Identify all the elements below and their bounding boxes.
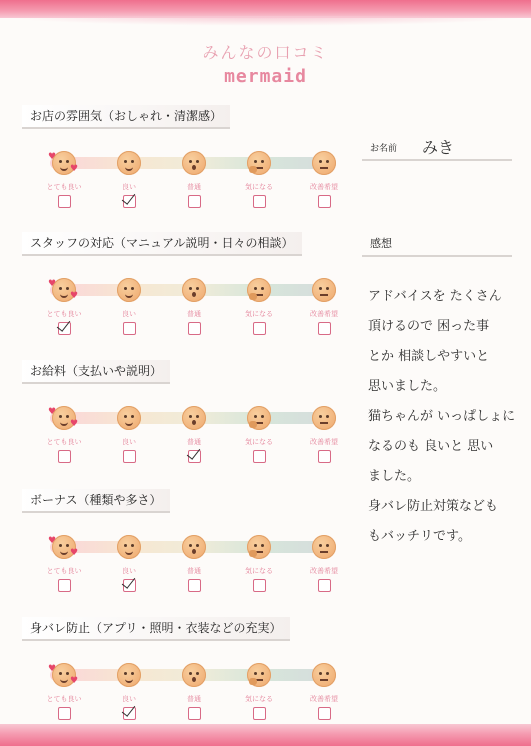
rating-checkbox[interactable] bbox=[318, 195, 331, 208]
scale-label: 改善希望 bbox=[310, 310, 338, 318]
rating-checkbox[interactable] bbox=[253, 707, 266, 720]
top-pink-band bbox=[0, 0, 531, 18]
rating-checkbox[interactable] bbox=[318, 579, 331, 592]
rating-checkbox[interactable] bbox=[123, 195, 136, 208]
impressions-line: もバッチリです。 bbox=[368, 529, 471, 544]
bottom-pink-band bbox=[0, 724, 531, 746]
rating-checkbox[interactable] bbox=[123, 579, 136, 592]
scale-label: 改善希望 bbox=[310, 695, 338, 703]
rating-checkbox[interactable] bbox=[58, 579, 71, 592]
impressions-underline bbox=[362, 255, 512, 257]
smile-face-icon bbox=[117, 151, 141, 175]
scale-label: 改善希望 bbox=[310, 183, 338, 191]
scale-label: 気になる bbox=[245, 695, 273, 703]
section-title: スタッフの対応（マニュアル説明・日々の相談） bbox=[22, 232, 302, 256]
worry-face-icon bbox=[312, 535, 336, 559]
scale-label: とても良い bbox=[46, 567, 82, 575]
impressions-line: 思いました。 bbox=[368, 379, 447, 394]
love-face-icon: ♥ ♥ bbox=[48, 279, 79, 301]
rating-checkbox[interactable] bbox=[188, 195, 201, 208]
brand-name: mermaid bbox=[224, 66, 307, 87]
scale-label: 良い bbox=[122, 438, 136, 446]
scale-label: 改善希望 bbox=[310, 567, 338, 575]
scale-label: 気になる bbox=[245, 567, 273, 575]
smile-face-icon bbox=[117, 406, 141, 430]
rating-checkbox[interactable] bbox=[58, 707, 71, 720]
rating-checkbox[interactable] bbox=[318, 450, 331, 463]
love-face-icon: ♥ ♥ bbox=[48, 407, 79, 429]
section-title: ボーナス（種類や多さ） bbox=[22, 489, 170, 513]
impressions-line: 身バレ防止対策なども bbox=[368, 499, 499, 514]
scale-label: 良い bbox=[122, 183, 136, 191]
scale-label: 良い bbox=[122, 310, 136, 318]
rating-checkbox[interactable] bbox=[188, 707, 201, 720]
rating-checkbox[interactable] bbox=[58, 450, 71, 463]
worry-face-icon bbox=[312, 278, 336, 302]
wow-face-icon bbox=[182, 278, 206, 302]
worry-face-icon bbox=[312, 406, 336, 430]
name-underline bbox=[362, 159, 512, 161]
impressions-line: アドバイスを たくさん bbox=[368, 289, 502, 304]
scale-label: 改善希望 bbox=[310, 438, 338, 446]
rating-checkbox[interactable] bbox=[123, 322, 136, 335]
scale-label: とても良い bbox=[46, 438, 82, 446]
scale-label: 気になる bbox=[245, 438, 273, 446]
scale-label: とても良い bbox=[46, 183, 82, 191]
think-face-icon bbox=[247, 663, 271, 687]
section-title: お店の雰囲気（おしゃれ・清潔感） bbox=[22, 105, 230, 129]
rating-checkbox[interactable] bbox=[253, 195, 266, 208]
rating-section bbox=[22, 105, 342, 215]
wow-face-icon bbox=[182, 151, 206, 175]
worry-face-icon bbox=[312, 663, 336, 687]
wow-face-icon bbox=[182, 663, 206, 687]
scale-label: 普通 bbox=[187, 183, 201, 191]
scale-label: 良い bbox=[122, 695, 136, 703]
impressions-line: 頂けるので 困った事 bbox=[368, 319, 490, 334]
page-title: みんなの口コミ bbox=[202, 43, 329, 62]
rating-section bbox=[22, 617, 342, 727]
rating-checkbox[interactable] bbox=[188, 450, 201, 463]
rating-checkbox[interactable] bbox=[58, 195, 71, 208]
love-face-icon: ♥ ♥ bbox=[48, 152, 79, 174]
scale-label: 普通 bbox=[187, 438, 201, 446]
rating-checkbox[interactable] bbox=[188, 322, 201, 335]
rating-checkbox[interactable] bbox=[253, 322, 266, 335]
impressions-line: とか 相談しやすいと bbox=[368, 349, 490, 364]
think-face-icon bbox=[247, 151, 271, 175]
section-title: 身バレ防止（アプリ・照明・衣装などの充実） bbox=[22, 617, 290, 641]
smile-face-icon bbox=[117, 663, 141, 687]
scale-label: 普通 bbox=[187, 567, 201, 575]
rating-checkbox[interactable] bbox=[318, 322, 331, 335]
rating-section bbox=[22, 489, 342, 599]
name-value: みき bbox=[422, 138, 455, 157]
rating-checkbox[interactable] bbox=[188, 579, 201, 592]
name-label: お名前 bbox=[370, 144, 398, 154]
scale-label: とても良い bbox=[46, 695, 82, 703]
rating-checkbox[interactable] bbox=[253, 450, 266, 463]
rating-checkbox[interactable] bbox=[123, 450, 136, 463]
impressions-label: 感想 bbox=[370, 237, 392, 250]
think-face-icon bbox=[247, 535, 271, 559]
impressions-text bbox=[368, 282, 518, 552]
impressions-line: なるのも 良いと 思い bbox=[368, 439, 494, 454]
section-title: お給料（支払いや説明） bbox=[22, 360, 170, 384]
rating-checkbox[interactable] bbox=[58, 322, 71, 335]
smile-face-icon bbox=[117, 535, 141, 559]
think-face-icon bbox=[247, 278, 271, 302]
scale-label: とても良い bbox=[46, 310, 82, 318]
impressions-line: ました。 bbox=[368, 469, 421, 484]
scale-label: 普通 bbox=[187, 695, 201, 703]
wow-face-icon bbox=[182, 535, 206, 559]
name-field bbox=[362, 135, 512, 161]
worry-face-icon bbox=[312, 151, 336, 175]
scale-label: 気になる bbox=[245, 183, 273, 191]
wow-face-icon bbox=[182, 406, 206, 430]
scale-label: 普通 bbox=[187, 310, 201, 318]
smile-face-icon bbox=[117, 278, 141, 302]
love-face-icon: ♥ ♥ bbox=[48, 536, 79, 558]
rating-checkbox[interactable] bbox=[253, 579, 266, 592]
rating-section bbox=[22, 232, 342, 342]
rating-section bbox=[22, 360, 342, 470]
rating-checkbox[interactable] bbox=[123, 707, 136, 720]
think-face-icon bbox=[247, 406, 271, 430]
love-face-icon: ♥ ♥ bbox=[48, 664, 79, 686]
rating-checkbox[interactable] bbox=[318, 707, 331, 720]
scale-label: 良い bbox=[122, 567, 136, 575]
scale-label: 気になる bbox=[245, 310, 273, 318]
impressions-line: 猫ちゃんが いっぱしょに bbox=[368, 409, 516, 424]
